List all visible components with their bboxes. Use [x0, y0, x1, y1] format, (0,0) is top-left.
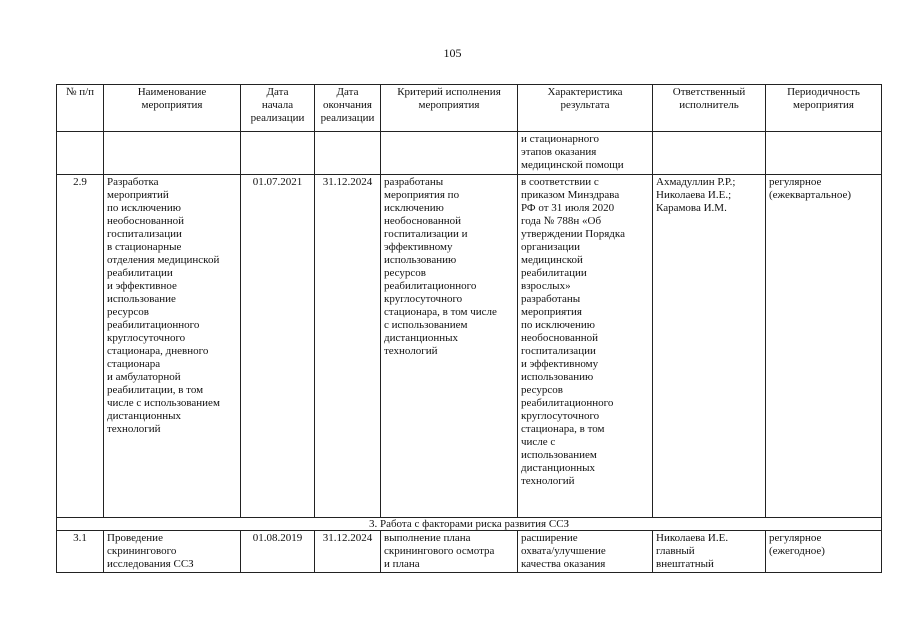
cell-periodicity: регулярное (ежеквартальное): [766, 175, 882, 518]
cell-responsible: Ахмадуллин Р.Р.; Николаева И.Е.; Карамова И.М.: [653, 175, 766, 518]
cell-responsible: [653, 132, 766, 175]
cell-criterion: [381, 132, 518, 175]
cell-start-date: 01.08.2019: [241, 531, 315, 573]
header-criterion: Критерий исполнения мероприятия: [381, 85, 518, 132]
cell-start-date: 01.07.2021: [241, 175, 315, 518]
cell-criterion: выполнение плана скринингового осмотра и плана: [381, 531, 518, 573]
cell-periodicity: [766, 132, 882, 175]
header-start-date: Дата начала реализации: [241, 85, 315, 132]
header-responsible: Ответственный исполнитель: [653, 85, 766, 132]
cell-name: Разработка мероприятий по исключению необоснованной госпитализации в стационарные отделения медицинской реабилитации и эффективное использование ресурсов реабилитационного круглосуточного стационара, дневного стационара и амбулаторной реабилитации, в том числе с использованием дистанционных технологий: [104, 175, 241, 518]
cell-end-date: [315, 132, 381, 175]
section-header-row: [57, 518, 882, 531]
header-number: № п/п: [57, 85, 104, 132]
header-name: Наименование мероприятия: [104, 85, 241, 132]
header-result: Характеристика результата: [518, 85, 653, 132]
cell-end-date: 31.12.2024: [315, 175, 381, 518]
section-title: 3. Работа с факторами риска развития ССЗ: [57, 518, 882, 531]
activities-table: [56, 84, 882, 573]
cell-number: [57, 132, 104, 175]
page-number: 105: [443, 46, 462, 60]
cell-result: в соответствии с приказом Минздрава РФ от 31 июля 2020 года № 788н «Об утверждении Порядка организации медицинской реабилитации взрослых» разработаны мероприятия по исключению необоснованной госпитализации и эффективному использованию ресурсов реабилитационного круглосуточного стационара, в том числе с использованием дистанционных технологий: [518, 175, 653, 518]
cell-end-date: 31.12.2024: [315, 531, 381, 573]
cell-number: 3.1: [57, 531, 104, 573]
cell-criterion: разработаны мероприятия по исключению необоснованной госпитализации и эффективному использованию ресурсов реабилитационного круглосуточного стационара, в том числе с использованием дистанционных технологий: [381, 175, 518, 518]
cell-periodicity: регулярное (ежегодное): [766, 531, 882, 573]
cell-name: Проведение скринингового исследования ССЗ: [104, 531, 241, 573]
cell-result: и стационарного этапов оказания медицинской помощи: [518, 132, 653, 175]
cell-name: [104, 132, 241, 175]
table-row: [57, 175, 882, 518]
table-header-row: [57, 85, 882, 132]
cell-responsible: Николаева И.Е. главный внештатный: [653, 531, 766, 573]
cell-number: 2.9: [57, 175, 104, 518]
cell-result: расширение охвата/улучшение качества оказания: [518, 531, 653, 573]
header-end-date: Дата окончания реализации: [315, 85, 381, 132]
cell-start-date: [241, 132, 315, 175]
table-row: [57, 132, 882, 175]
table-row: [57, 531, 882, 573]
header-periodicity: Периодичность мероприятия: [766, 85, 882, 132]
